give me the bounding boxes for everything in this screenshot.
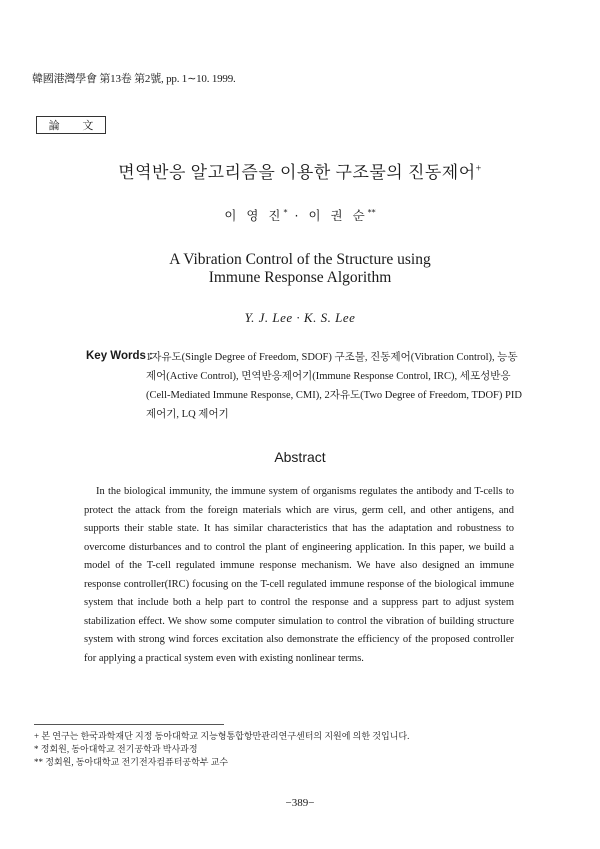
footnotes: [34, 730, 409, 769]
author-separator: ·: [294, 208, 302, 223]
english-title-line-1: A Vibration Control of the Structure using: [169, 251, 431, 268]
english-title-line-2: Immune Response Algorithm: [208, 269, 392, 286]
author-1-korean: 이 영 진: [224, 208, 284, 223]
english-title: [0, 251, 600, 287]
journal-citation: 韓國港灣學會 第13卷 第2號, pp. 1∼10. 1999.: [32, 73, 236, 85]
footnote-funding: + 본 연구는 한국과학재단 지정 동아대학교 지능형통합항만관리연구센터의 지원에 의한 것입니다.: [34, 731, 410, 741]
english-authors: Y. J. Lee · K. S. Lee: [244, 310, 356, 325]
korean-authors: [0, 206, 600, 224]
abstract-body: [84, 483, 514, 668]
title-footnote-mark: +: [475, 163, 482, 175]
author-1-mark: *: [283, 207, 288, 217]
keywords-text: 1자유도(Single Degree of Freedom, SDOF) 구조물, 진동제어(Vibration Control), 능동제어(Active Control), 면역반응제어기(Immune Response Control, IRC), 세포성반응(Cell-Mediated Immune Response, CMI), 2자유도(Two Degree of Freedom, TDOF) PID 제어기, LQ 제어기: [146, 352, 522, 420]
author-2-korean: 이 권 순: [308, 208, 368, 223]
article-type-label: 論 文: [36, 116, 106, 134]
author-2-mark: **: [367, 207, 376, 217]
abstract-heading: Abstract: [274, 449, 326, 465]
footnote-author-2: ** 정회원, 동아대학교 전기전자컴퓨터공학부 교수: [34, 757, 229, 767]
footnote-divider: [34, 724, 224, 725]
keywords-label: Key Words :: [86, 350, 153, 362]
korean-title: [0, 158, 600, 183]
abstract-paragraph: In the biological immunity, the immune system of organisms regulates the antibody and T-cells to protect the attack from the foreign materials which are virus, germ cell, and other antigens, and supports their stable state. It has similar characteristics that has the adaptation and robustness to overcome disturbances and to control the plant of engineering application. In this paper, we build a model of the T-cell regulated immune response mechanism. We have also designed an immune response controller(IRC) focusing on the T-cell regulated immune response of the biological immune system that include both a help part to control the response and a suppress part to adjust system stabilization effect. We show some computer simulation to control the vibration of building structure system with strong wind forces excitation also demonstrate the efficiency of the proposed controller for applying a practical system even with existing nonlinear terms.: [84, 486, 514, 664]
page-number: −389−: [285, 797, 315, 809]
footnote-author-1: * 정회원, 동아대학교 전기공학과 박사과정: [34, 744, 198, 754]
korean-title-text: 면역반응 알고리즘을 이용한 구조물의 진동제어: [118, 163, 476, 182]
